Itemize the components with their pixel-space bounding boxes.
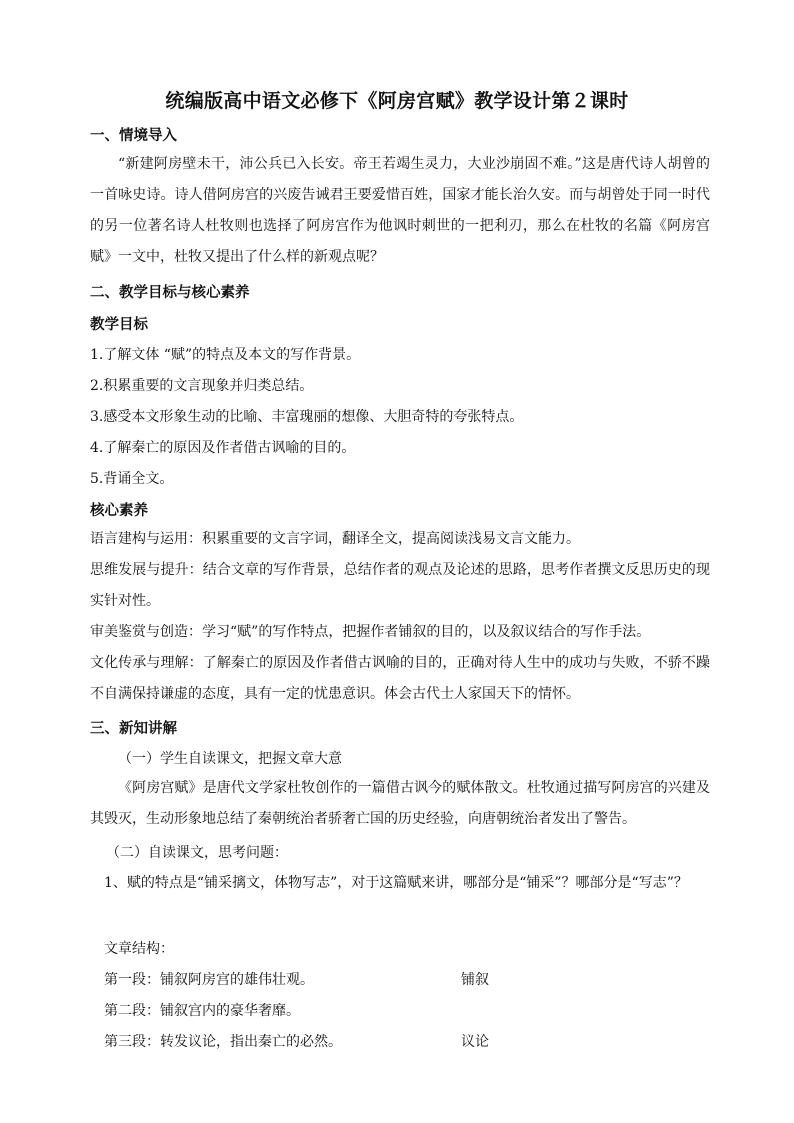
section-heading-goals: 二、教学目标与核心素养 xyxy=(90,284,250,301)
literacy-item: 语言建构与运用：积累重要的文言字词，翻译全文，提高阅读浅易文言文能力。 xyxy=(90,531,580,547)
subheading-questions: （二）自读课文，思考问题： xyxy=(106,845,288,861)
subheading-self-reading: （一）学生自读课文，把握文章大意 xyxy=(118,751,342,767)
goal-item: 4.了解秦亡的原因及作者借古讽喻的目的。 xyxy=(90,440,356,456)
structure-paragraph: 第二段：铺叙宫内的豪华奢靡。 xyxy=(104,1003,300,1019)
summary-paragraph: 《阿房宫赋》是唐代文学家杜牧创作的一篇借古讽今的赋体散文。杜牧通过描写阿房宫的兴建及其毁灭，生动形象地总结了秦朝统治者骄奢亡国的历史经验，向唐朝统治者发出了警告。 xyxy=(90,780,710,827)
subheading-teaching-goals: 教学目标 xyxy=(90,316,148,333)
goal-item: 1.了解文体 “赋”的特点及本文的写作背景。 xyxy=(90,347,361,363)
section-heading-intro: 一、情境导入 xyxy=(90,127,177,144)
structure-type: 议论 xyxy=(461,1034,489,1050)
literacy-item: 文化传承与理解：了解秦亡的原因及作者借古讽喻的目的，正确对待人生中的成功与失败，不骄不躁不自满保持谦虚的态度，具有一定的忧患意识。体会古代士人家国天下的情怀。 xyxy=(90,655,710,702)
subheading-core-literacy: 核心素养 xyxy=(90,502,148,519)
goal-item: 3.感受本文形象生动的比喻、丰富瑰丽的想像、大胆奇特的夸张特点。 xyxy=(90,409,524,425)
structure-paragraph: 第三段：转发议论，指出秦亡的必然。 xyxy=(104,1034,342,1050)
literacy-item: 审美鉴赏与创造：学习“赋”的写作特点，把握作者铺叙的目的，以及叙议结合的写作手法。 xyxy=(90,624,651,640)
intro-paragraph: “新建阿房壁未干，沛公兵已入长安。帝王若竭生灵力，大业沙崩固不难。”这是唐代诗人胡曾的一首咏史诗。诗人借阿房宫的兴废告诫君王要爱惜百姓，国家才能长治久安。而与胡曾处于同一时代的另一位著名诗人杜牧则也选择了阿房宫作为他讽时刺世的一把利刃，那么在杜牧的名篇《阿房宫赋》一文中，杜牧又提出了什么样的新观点呢？ xyxy=(90,156,710,265)
structure-label: 文章结构： xyxy=(104,941,174,957)
question-1: 1、赋的特点是“铺采摛文，体物写志”，对于这篇赋来讲，哪部分是“铺采”？哪部分是“写志”？ xyxy=(104,875,688,891)
document-title: 统编版高中语文必修下《阿房宫赋》教学设计第２课时 xyxy=(165,90,629,112)
goal-item: 2.积累重要的文言现象并归类总结。 xyxy=(90,378,314,394)
structure-type: 铺叙 xyxy=(461,972,489,988)
literacy-item: 思维发展与提升：结合文章的写作背景，总结作者的观点及论述的思路，思考作者撰文反思历史的现实针对性。 xyxy=(90,562,710,609)
section-heading-new-knowledge: 三、新知讲解 xyxy=(90,720,177,737)
structure-paragraph: 第一段：铺叙阿房宫的雄伟壮观。 xyxy=(104,972,314,988)
goal-item: 5.背诵全文。 xyxy=(90,471,174,487)
